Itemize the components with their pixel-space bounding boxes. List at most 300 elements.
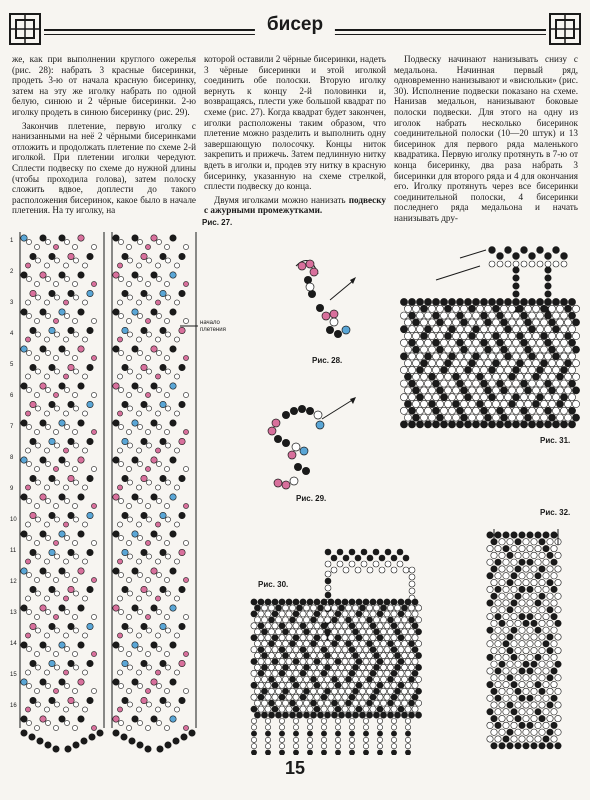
bead: [424, 298, 431, 305]
bead: [136, 485, 141, 490]
bead: [268, 700, 274, 706]
bead: [513, 261, 519, 267]
bead: [491, 634, 497, 640]
bead: [63, 448, 68, 453]
bead: [296, 664, 302, 670]
bead: [540, 373, 547, 380]
bead: [293, 670, 299, 676]
bead: [122, 401, 128, 407]
bead: [325, 561, 331, 567]
bead: [440, 312, 447, 319]
bead: [118, 535, 123, 540]
bead: [436, 373, 443, 380]
bead: [412, 694, 418, 700]
bead: [519, 668, 525, 674]
bead: [170, 457, 176, 463]
bead: [53, 577, 58, 582]
bead: [456, 339, 463, 346]
bead: [527, 613, 533, 619]
bead: [456, 366, 463, 373]
bead: [151, 272, 157, 278]
bead: [132, 494, 138, 500]
bead: [472, 394, 479, 401]
bead: [424, 366, 431, 373]
bead: [279, 718, 284, 723]
bead: [44, 448, 49, 453]
bead: [503, 709, 509, 715]
bead: [325, 549, 331, 555]
bead: [30, 438, 36, 444]
bead: [164, 355, 169, 360]
bead: [366, 712, 372, 718]
bead: [564, 414, 571, 421]
bead: [59, 531, 65, 537]
bead: [532, 305, 539, 312]
bead: [97, 730, 103, 736]
bead: [338, 712, 344, 718]
bead: [394, 700, 400, 706]
bead: [572, 319, 579, 326]
bead: [572, 414, 579, 421]
bead: [155, 374, 160, 379]
bead: [468, 373, 475, 380]
bead: [519, 613, 525, 619]
bead: [532, 414, 539, 421]
bead: [82, 263, 87, 268]
bead: [488, 339, 495, 346]
bead: [436, 319, 443, 326]
bead: [359, 688, 365, 694]
bead: [492, 400, 499, 407]
bead: [507, 743, 513, 749]
bead: [400, 326, 407, 333]
bead: [548, 373, 555, 380]
bead: [261, 664, 267, 670]
bead: [523, 743, 529, 749]
bead: [366, 617, 372, 623]
bead: [164, 281, 169, 286]
bead: [436, 346, 443, 353]
bead: [452, 414, 459, 421]
bead: [137, 683, 142, 688]
bead: [118, 239, 123, 244]
bead: [363, 718, 368, 723]
bead: [279, 635, 285, 641]
bead: [21, 272, 27, 278]
bead: [487, 695, 493, 701]
bead: [487, 736, 493, 742]
bead: [87, 438, 93, 444]
bead: [356, 599, 362, 605]
bead: [532, 373, 539, 380]
bead: [484, 346, 491, 353]
bead: [118, 461, 123, 466]
bead: [68, 586, 74, 592]
bead: [44, 633, 49, 638]
bead: [126, 651, 131, 656]
bead: [87, 549, 93, 555]
bead: [251, 737, 256, 742]
bead: [331, 652, 337, 658]
bead: [145, 725, 150, 730]
bead: [499, 620, 505, 626]
bead: [404, 387, 411, 394]
bead: [373, 605, 379, 611]
bead: [555, 579, 561, 585]
bead: [460, 319, 467, 326]
bead: [499, 661, 505, 667]
bead: [472, 298, 479, 305]
bead: [165, 591, 170, 596]
bead: [363, 731, 368, 736]
bead: [127, 665, 132, 670]
bead: [480, 407, 487, 414]
bead: [68, 549, 74, 555]
bead: [527, 545, 533, 551]
bead: [524, 360, 531, 367]
figure-29-bead-diagram: [262, 395, 362, 495]
bead: [286, 611, 292, 617]
bead: [345, 664, 351, 670]
bead: [40, 383, 46, 389]
bead: [503, 573, 509, 579]
bead: [160, 623, 166, 629]
bead: [321, 694, 327, 700]
bead: [141, 475, 147, 481]
bead: [136, 633, 141, 638]
bead: [496, 353, 503, 360]
bead: [555, 743, 561, 749]
bead: [35, 295, 40, 300]
bead: [53, 503, 58, 508]
bead: [398, 658, 404, 664]
bead: [523, 688, 529, 694]
bead: [282, 617, 288, 623]
bead: [275, 629, 281, 635]
bead: [265, 706, 271, 712]
bead: [400, 298, 407, 305]
bead: [300, 694, 306, 700]
bead: [532, 346, 539, 353]
bead: [391, 635, 397, 641]
bead: [26, 424, 31, 429]
bead: [448, 312, 455, 319]
bead: [507, 647, 513, 653]
bead: [321, 635, 327, 641]
bead: [118, 683, 123, 688]
bead: [361, 549, 367, 555]
celtic-knot-left-icon: [6, 10, 44, 48]
bead: [515, 702, 521, 708]
bead: [145, 355, 150, 360]
bead: [282, 652, 288, 658]
bead: [296, 605, 302, 611]
bead: [179, 253, 185, 259]
bead: [568, 298, 575, 305]
bead: [30, 697, 36, 703]
bead: [293, 658, 299, 664]
bead: [314, 635, 320, 641]
bead: [126, 355, 131, 360]
bead: [416, 380, 423, 387]
bead: [40, 494, 46, 500]
bead: [564, 305, 571, 312]
bead: [444, 319, 451, 326]
bead: [401, 605, 407, 611]
bead: [78, 568, 84, 574]
bead: [380, 617, 386, 623]
bead: [555, 647, 561, 653]
bead: [179, 327, 185, 333]
bead: [523, 539, 529, 545]
bead: [363, 599, 369, 605]
bead: [495, 668, 501, 674]
bead: [495, 641, 501, 647]
bead: [126, 725, 131, 730]
bead: [391, 731, 396, 736]
bead: [87, 697, 93, 703]
bead: [117, 448, 122, 453]
bead: [499, 634, 505, 640]
bead: [164, 503, 169, 508]
bead: [416, 421, 423, 428]
bead: [370, 623, 376, 629]
bead: [258, 706, 264, 712]
bead: [387, 664, 393, 670]
bead: [49, 660, 55, 666]
bead: [415, 617, 421, 623]
bead: [491, 607, 497, 613]
bead: [523, 593, 529, 599]
bead: [394, 641, 400, 647]
bead: [141, 364, 147, 370]
bead: [118, 387, 123, 392]
bead: [531, 579, 537, 585]
bead: [507, 715, 513, 721]
bead: [373, 641, 379, 647]
bead: [303, 688, 309, 694]
bead: [45, 239, 50, 244]
bead: [491, 552, 497, 558]
bead: [503, 600, 509, 606]
bead: [387, 700, 393, 706]
bead: [366, 700, 372, 706]
bead: [460, 373, 467, 380]
bead: [404, 400, 411, 407]
paragraph: же, как при выполнении круглого ожерелья (рис. 28): набрать 3 красные бисеринки, продеть 3-ю от начала красную бисеринку, затем на эту же иголку набрать по одной белую, синюю и 2 чёрные бисеринки. 2-ю иголку продеть в синюю бисеринку (рис. 29).: [12, 54, 196, 117]
bead: [440, 421, 447, 428]
bead: [539, 688, 545, 694]
bead: [335, 744, 340, 749]
bead: [342, 694, 348, 700]
bead: [519, 736, 525, 742]
bead: [30, 549, 36, 555]
bead: [464, 366, 471, 373]
bead: [310, 605, 316, 611]
bead: [174, 263, 179, 268]
bead: [520, 339, 527, 346]
bead: [408, 298, 415, 305]
bead: [352, 605, 358, 611]
bead: [307, 670, 313, 676]
bead: [68, 475, 74, 481]
bead: [118, 350, 123, 355]
bead: [63, 596, 68, 601]
bead: [170, 420, 176, 426]
bead: [279, 750, 284, 755]
bead: [268, 652, 274, 658]
bead: [34, 281, 39, 286]
bead: [352, 629, 358, 635]
bead: [513, 275, 519, 281]
bead: [265, 731, 270, 736]
bead: [391, 725, 396, 730]
bead: [293, 731, 298, 736]
bead: [40, 346, 46, 352]
bead: [137, 720, 142, 725]
bead: [156, 276, 161, 281]
bead: [122, 438, 128, 444]
bead: [531, 566, 537, 572]
bead: [398, 611, 404, 617]
bead: [398, 706, 404, 712]
bead: [464, 312, 471, 319]
bead: [337, 561, 343, 567]
bead: [44, 707, 49, 712]
bead: [338, 629, 344, 635]
bead: [310, 700, 316, 706]
bead: [547, 579, 553, 585]
bead: [345, 629, 351, 635]
bead: [543, 736, 549, 742]
bead: [300, 647, 306, 653]
bead: [296, 617, 302, 623]
bead: [391, 718, 396, 723]
bead: [45, 572, 50, 577]
bead: [492, 387, 499, 394]
bead: [377, 694, 383, 700]
bead: [531, 539, 537, 545]
bead: [515, 607, 521, 613]
bead: [480, 326, 487, 333]
bead: [352, 688, 358, 694]
bead: [21, 605, 27, 611]
bead: [321, 647, 327, 653]
bead: [551, 695, 557, 701]
bead: [531, 552, 537, 558]
bead: [53, 281, 58, 286]
bead: [511, 613, 517, 619]
bead: [35, 591, 40, 596]
bead: [151, 457, 157, 463]
bead: [492, 346, 499, 353]
bead: [507, 729, 513, 735]
bead: [503, 627, 509, 633]
bead: [25, 485, 30, 490]
bead: [472, 353, 479, 360]
bead: [91, 577, 96, 582]
bead: [504, 366, 511, 373]
bead: [82, 485, 87, 490]
bead: [539, 647, 545, 653]
bead: [127, 406, 132, 411]
bead: [89, 734, 95, 740]
bead: [436, 305, 443, 312]
bead: [45, 646, 50, 651]
bead: [49, 586, 55, 592]
bead: [408, 312, 415, 319]
bead: [352, 617, 358, 623]
bead: [279, 611, 285, 617]
bead: [174, 596, 179, 601]
bead: [496, 380, 503, 387]
bead: [328, 611, 334, 617]
bead: [531, 634, 537, 640]
bead: [511, 695, 517, 701]
bead: [535, 736, 541, 742]
bead: [300, 623, 306, 629]
bead: [456, 407, 463, 414]
bead: [536, 298, 543, 305]
bead: [543, 532, 549, 538]
bead: [136, 448, 141, 453]
bead: [78, 679, 84, 685]
bead: [495, 654, 501, 660]
bead: [527, 668, 533, 674]
bead: [552, 298, 559, 305]
bead: [254, 617, 260, 623]
bead: [307, 737, 312, 742]
bead: [73, 702, 78, 707]
bead: [412, 706, 418, 712]
bead: [480, 380, 487, 387]
bead: [35, 369, 40, 374]
bead: [118, 313, 123, 318]
bead: [452, 400, 459, 407]
bead: [146, 369, 151, 374]
bead: [54, 665, 59, 670]
bead: [145, 281, 150, 286]
bead: [561, 261, 567, 267]
bead: [380, 712, 386, 718]
bead: [476, 387, 483, 394]
bead: [160, 549, 166, 555]
bead: [258, 623, 264, 629]
bead: [380, 629, 386, 635]
bead: [78, 272, 84, 278]
bead: [30, 401, 36, 407]
bead: [307, 623, 313, 629]
bead: [484, 387, 491, 394]
bead: [468, 387, 475, 394]
bead: [520, 407, 527, 414]
bead: [53, 318, 58, 323]
bead: [503, 695, 509, 701]
bead: [335, 731, 340, 736]
bead: [335, 737, 340, 742]
bead: [536, 380, 543, 387]
bead: [54, 702, 59, 707]
bead: [72, 318, 77, 323]
bead: [516, 400, 523, 407]
bead: [499, 607, 505, 613]
bead: [488, 421, 495, 428]
bead: [25, 263, 30, 268]
bead: [165, 742, 171, 748]
bead: [72, 392, 77, 397]
bead: [63, 411, 68, 416]
bead: [363, 706, 369, 712]
